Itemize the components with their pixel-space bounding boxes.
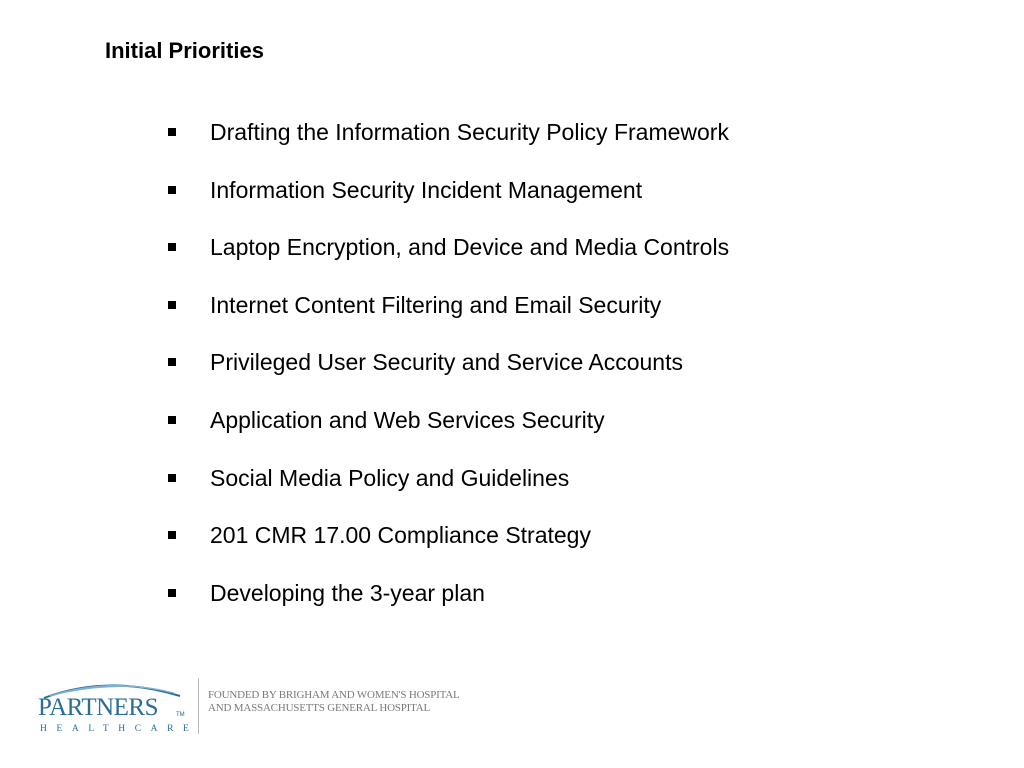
founded-line-1: FOUNDED BY BRIGHAM AND WOMEN'S HOSPITAL: [208, 689, 460, 701]
list-item-text: Laptop Encryption, and Device and Media Controls: [210, 234, 730, 261]
square-bullet-icon: [165, 116, 210, 148]
list-item: [165, 116, 729, 174]
list-item: [165, 346, 729, 404]
list-item: [165, 231, 729, 289]
square-bullet-icon: [165, 346, 210, 378]
square-bullet-icon: [165, 289, 210, 321]
list-item: [165, 462, 729, 520]
founded-line-2: AND MASSACHUSETTS GENERAL HOSPITAL: [208, 702, 431, 714]
square-bullet-icon: [165, 462, 210, 494]
logo-divider: [198, 678, 199, 734]
list-item-text: Internet Content Filtering and Email Security: [210, 291, 662, 318]
list-item-text: 201 CMR 17.00 Compliance Strategy: [210, 522, 591, 549]
list-item-text: Developing the 3-year plan: [210, 579, 485, 606]
slide-title: Initial Priorities: [105, 38, 264, 63]
square-bullet-icon: [165, 577, 210, 609]
list-item-text: Application and Web Services Security: [210, 406, 605, 433]
priority-list: [165, 116, 729, 634]
logo-subtitle: HEALTHCARE: [40, 724, 199, 734]
list-item: [165, 519, 729, 577]
list-item-text: Information Security Incident Management: [210, 176, 643, 203]
partners-healthcare-logo: [38, 676, 498, 740]
square-bullet-icon: [165, 404, 210, 436]
list-item-text: Privileged User Security and Service Accounts: [210, 349, 683, 376]
logo-trademark: TM: [176, 712, 185, 718]
list-item: [165, 289, 729, 347]
square-bullet-icon: [165, 519, 210, 551]
logo-wordmark: PARTNERS: [38, 694, 159, 721]
founded-by-text: [208, 689, 460, 715]
list-item-text: Social Media Policy and Guidelines: [210, 464, 570, 491]
square-bullet-icon: [165, 231, 210, 263]
list-item: [165, 404, 729, 462]
square-bullet-icon: [165, 174, 210, 206]
list-item-text: Drafting the Information Security Policy Framework: [210, 119, 729, 145]
list-item: [165, 577, 729, 635]
list-item: [165, 174, 729, 232]
